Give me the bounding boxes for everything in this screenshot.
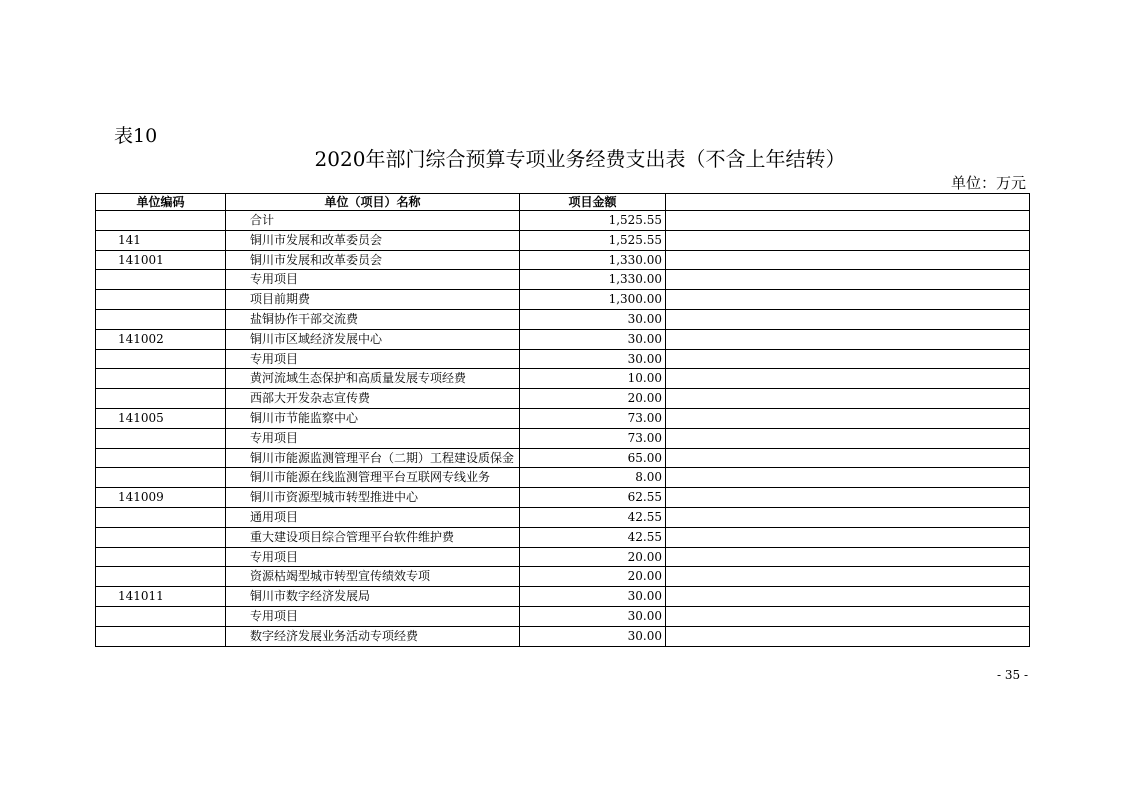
header-name: 单位（项目）名称 bbox=[226, 194, 520, 211]
row-amount: 62.55 bbox=[520, 488, 666, 508]
row-amount: 20.00 bbox=[520, 567, 666, 587]
row-name: 合计 bbox=[226, 211, 520, 231]
table-row bbox=[96, 211, 1030, 231]
row-extra bbox=[666, 369, 1030, 389]
row-amount: 73.00 bbox=[520, 428, 666, 448]
row-name: 铜川市发展和改革委员会 bbox=[226, 230, 520, 250]
row-name: 铜川市节能监察中心 bbox=[226, 408, 520, 428]
row-code: 141005 bbox=[96, 408, 226, 428]
row-amount: 30.00 bbox=[520, 329, 666, 349]
table-row bbox=[96, 349, 1030, 369]
row-amount: 65.00 bbox=[520, 448, 666, 468]
row-extra bbox=[666, 428, 1030, 448]
row-name: 西部大开发杂志宣传费 bbox=[226, 389, 520, 409]
row-name: 铜川市数字经济发展局 bbox=[226, 587, 520, 607]
row-amount: 42.55 bbox=[520, 527, 666, 547]
row-code bbox=[96, 211, 226, 231]
row-code bbox=[96, 626, 226, 646]
table-row bbox=[96, 389, 1030, 409]
row-code: 141002 bbox=[96, 329, 226, 349]
row-name: 铜川市能源监测管理平台（二期）工程建设质保金 bbox=[226, 448, 520, 468]
row-amount: 1,300.00 bbox=[520, 290, 666, 310]
row-amount: 30.00 bbox=[520, 309, 666, 329]
row-amount: 1,330.00 bbox=[520, 270, 666, 290]
row-extra bbox=[666, 488, 1030, 508]
row-amount: 20.00 bbox=[520, 389, 666, 409]
row-extra bbox=[666, 507, 1030, 527]
row-extra bbox=[666, 468, 1030, 488]
table-row bbox=[96, 527, 1030, 547]
row-extra bbox=[666, 389, 1030, 409]
table-row bbox=[96, 250, 1030, 270]
row-extra bbox=[666, 626, 1030, 646]
row-name: 盐铜协作干部交流费 bbox=[226, 309, 520, 329]
header-amount: 项目金额 bbox=[520, 194, 666, 211]
row-name: 专用项目 bbox=[226, 547, 520, 567]
table-row bbox=[96, 468, 1030, 488]
row-code: 141011 bbox=[96, 587, 226, 607]
table-header-row bbox=[96, 194, 1030, 211]
row-extra bbox=[666, 250, 1030, 270]
table-row bbox=[96, 626, 1030, 646]
row-code bbox=[96, 547, 226, 567]
table-row bbox=[96, 488, 1030, 508]
budget-table bbox=[95, 193, 1030, 647]
row-name: 专用项目 bbox=[226, 428, 520, 448]
row-amount: 1,525.55 bbox=[520, 230, 666, 250]
row-amount: 30.00 bbox=[520, 587, 666, 607]
row-name: 数字经济发展业务活动专项经费 bbox=[226, 626, 520, 646]
table-body bbox=[96, 211, 1030, 647]
row-code bbox=[96, 349, 226, 369]
row-extra bbox=[666, 567, 1030, 587]
table-row bbox=[96, 369, 1030, 389]
table-row bbox=[96, 567, 1030, 587]
row-code bbox=[96, 389, 226, 409]
row-extra bbox=[666, 290, 1030, 310]
row-name: 铜川市发展和改革委员会 bbox=[226, 250, 520, 270]
row-code: 141001 bbox=[96, 250, 226, 270]
table-row bbox=[96, 448, 1030, 468]
row-code bbox=[96, 448, 226, 468]
row-name: 资源枯竭型城市转型宣传绩效专项 bbox=[226, 567, 520, 587]
unit-label: 单位：万元 bbox=[950, 174, 1026, 192]
row-amount: 1,330.00 bbox=[520, 250, 666, 270]
row-name: 铜川市能源在线监测管理平台互联网专线业务 bbox=[226, 468, 520, 488]
row-name: 专用项目 bbox=[226, 606, 520, 626]
row-amount: 73.00 bbox=[520, 408, 666, 428]
row-code bbox=[96, 290, 226, 310]
row-amount: 10.00 bbox=[520, 369, 666, 389]
row-extra bbox=[666, 408, 1030, 428]
row-amount: 1,525.55 bbox=[520, 211, 666, 231]
row-extra bbox=[666, 309, 1030, 329]
table-row bbox=[96, 606, 1030, 626]
row-code: 141 bbox=[96, 230, 226, 250]
row-amount: 42.55 bbox=[520, 507, 666, 527]
row-code bbox=[96, 527, 226, 547]
row-extra bbox=[666, 587, 1030, 607]
row-extra bbox=[666, 547, 1030, 567]
table-row bbox=[96, 270, 1030, 290]
row-code bbox=[96, 270, 226, 290]
row-amount: 30.00 bbox=[520, 626, 666, 646]
table-row bbox=[96, 547, 1030, 567]
table-row bbox=[96, 507, 1030, 527]
row-code bbox=[96, 428, 226, 448]
table-row bbox=[96, 329, 1030, 349]
row-name: 通用项目 bbox=[226, 507, 520, 527]
table-row bbox=[96, 290, 1030, 310]
table-row bbox=[96, 428, 1030, 448]
row-code: 141009 bbox=[96, 488, 226, 508]
row-extra bbox=[666, 448, 1030, 468]
row-name: 项目前期费 bbox=[226, 290, 520, 310]
row-name: 铜川市资源型城市转型推进中心 bbox=[226, 488, 520, 508]
row-name: 黄河流域生态保护和高质量发展专项经费 bbox=[226, 369, 520, 389]
row-name: 重大建设项目综合管理平台软件维护费 bbox=[226, 527, 520, 547]
row-extra bbox=[666, 230, 1030, 250]
row-amount: 30.00 bbox=[520, 349, 666, 369]
row-name: 铜川市区域经济发展中心 bbox=[226, 329, 520, 349]
table-row bbox=[96, 230, 1030, 250]
row-code bbox=[96, 468, 226, 488]
table-row bbox=[96, 587, 1030, 607]
row-amount: 8.00 bbox=[520, 468, 666, 488]
header-extra bbox=[666, 194, 1030, 211]
row-name: 专用项目 bbox=[226, 349, 520, 369]
row-name: 专用项目 bbox=[226, 270, 520, 290]
row-code bbox=[96, 606, 226, 626]
row-extra bbox=[666, 527, 1030, 547]
page-title: 2020年部门综合预算专项业务经费支出表（不含上年结转） bbox=[314, 147, 846, 171]
header-code: 单位编码 bbox=[96, 194, 226, 211]
row-extra bbox=[666, 329, 1030, 349]
row-amount: 20.00 bbox=[520, 547, 666, 567]
row-extra bbox=[666, 349, 1030, 369]
table-row bbox=[96, 408, 1030, 428]
row-extra bbox=[666, 606, 1030, 626]
row-extra bbox=[666, 270, 1030, 290]
table-row bbox=[96, 309, 1030, 329]
row-extra bbox=[666, 211, 1030, 231]
row-amount: 30.00 bbox=[520, 606, 666, 626]
row-code bbox=[96, 369, 226, 389]
row-code bbox=[96, 567, 226, 587]
page-number: - 35 - bbox=[996, 668, 1028, 682]
row-code bbox=[96, 507, 226, 527]
row-code bbox=[96, 309, 226, 329]
table-label: 表10 bbox=[114, 125, 158, 147]
